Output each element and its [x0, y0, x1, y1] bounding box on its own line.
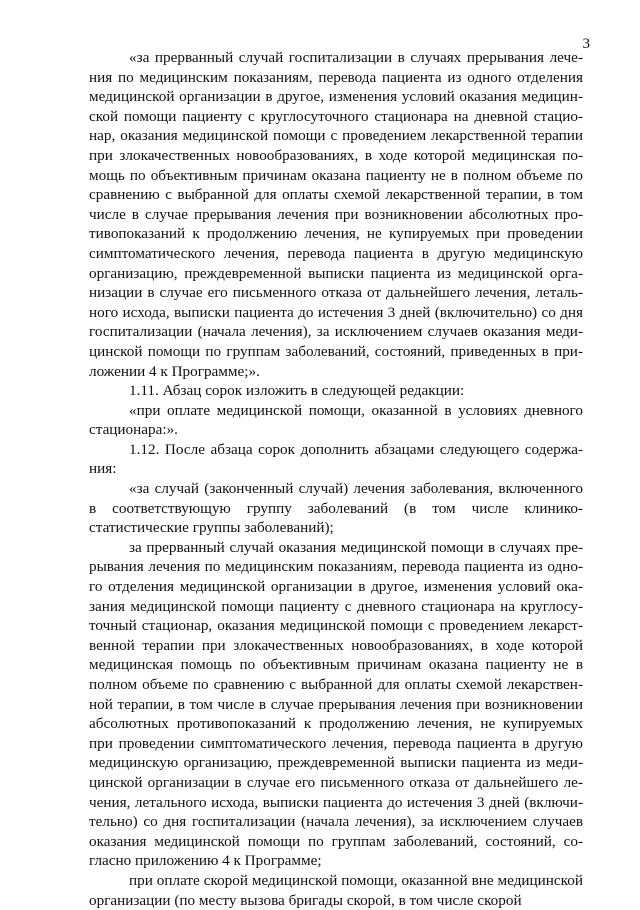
page-number: 3 [582, 36, 590, 52]
paragraph: «при оплате медицинской помощи, оказанной в условиях дневного стационара:». [89, 401, 583, 439]
paragraph: 1.11. Абзац сорок изложить в следующей редакции: [129, 382, 465, 400]
document-body [89, 48, 583, 910]
paragraph: «за случай (законченный случай) лечения заболевания, включенного в соответствующую группу заболеваний (в том числе клинико-статистические группы заболеваний); [89, 480, 583, 537]
paragraph: при оплате скорой медицинской помощи, оказанной вне медицинской организации (по месту вызова бригады скорой, в том числе скорой [89, 871, 583, 909]
paragraph: за прерванный случай оказания медицинской помощи в случаях прерывания лечения по медицинским показаниям, перевода пациента из одного отделения медицинской организации в другое, изменения условий оказания медицинской помощи пациенту с дневного стационара на круглосуточный стационар, оказания медицинской помощи с проведением лекарственной терапии при злокачественных новообразованиях, в ходе которой медицинская помощь по объективным причинам оказана пациенту не в полном объеме по сравнению с выбранной для оплаты схемой лекарственной терапии, в том числе в случае прерывания лечения при возникновении абсолютных противопоказаний к продолжению лечения, не купируемых при проведении симптоматического лечения, перевода пациента в другую медицинскую организацию, преждевременной выписки пациента из медицинской организации в случае его письменного отказа от дальнейшего лечения, летального исхода, выписки пациента до истечения 3 дней (включительно) со дня госпитализации (начала лечения), за исключением случаев оказания медицинской помощи по группам заболеваний, состояний, согласно приложению 4 к Программе; [89, 538, 583, 870]
paragraph: 1.12. После абзаца сорок дополнить абзацами следующего содержания: [89, 440, 583, 478]
paragraph: «за прерванный случай госпитализации в случаях прерывания лечения по медицинским показаниям, перевода пациента из одного отделения медицинской организации в другое, изменения условий оказания медицинской помощи пациенту с круглосуточного стационара на дневной стационар, оказания медицинской помощи с проведением лекарственной терапии при злокачественных новообразованиях, в ходе которой медицинская помощь по объективным причинам оказана пациенту не в полном объеме по сравнению с выбранной для оплаты схемой лекарственной терапии, в том числе в случае прерывания лечения при возникновении абсолютных противопоказаний к продолжению лечения, не купируемых при проведении симптоматического лечения, перевода пациента в другую медицинскую организацию, преждевременной выписки пациента из медицинской организации в случае его письменного отказа от дальнейшего лечения, летального исхода, выписки пациента до истечения 3 дней (включительно) со дня госпитализации (начала лечения), за исключением случаев оказания медицинской помощи по группам заболеваний, состояний, приведенных в приложении 4 к Программе;». [89, 49, 583, 380]
